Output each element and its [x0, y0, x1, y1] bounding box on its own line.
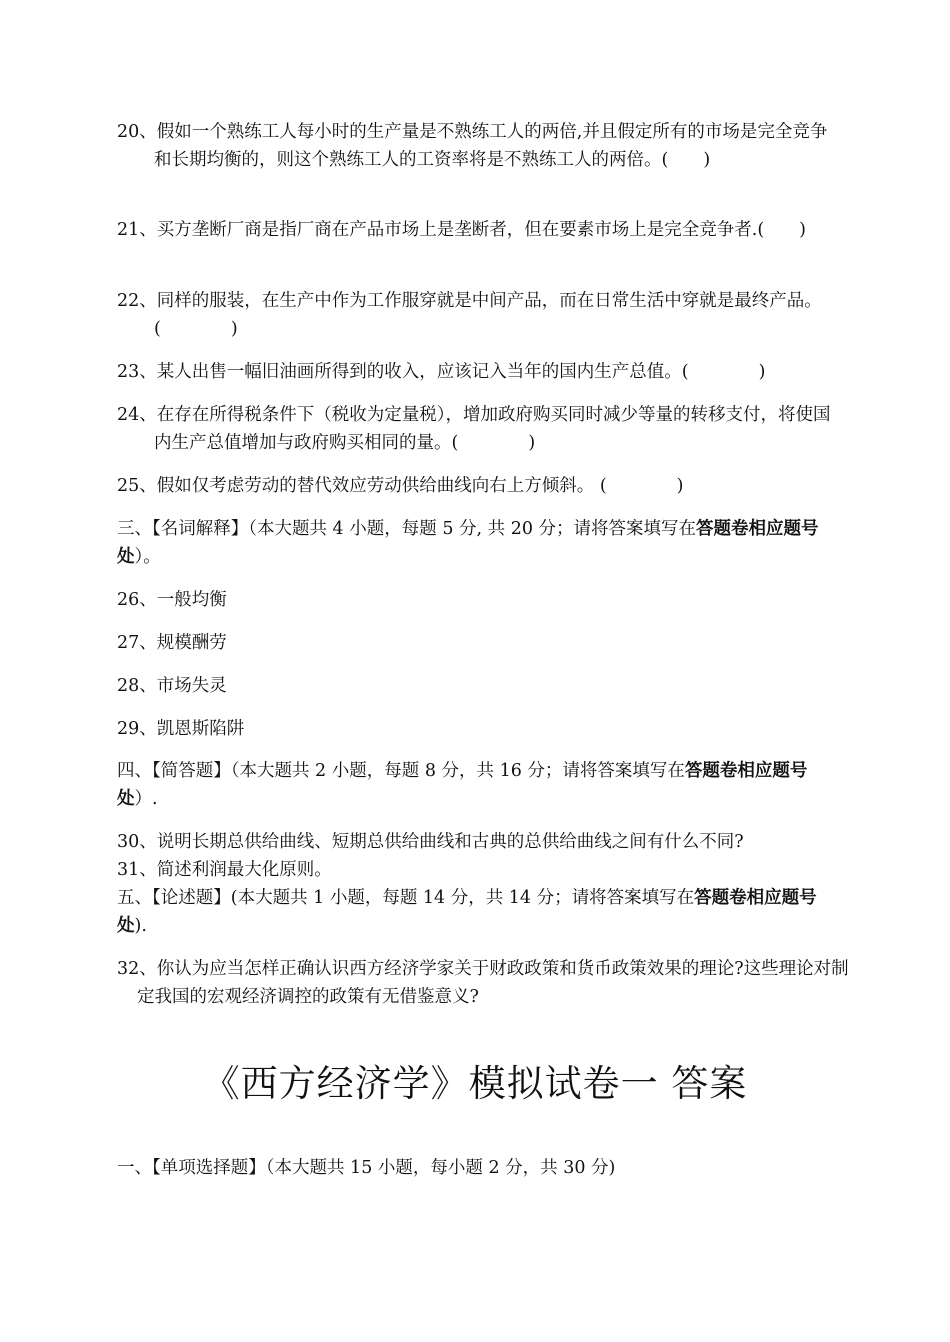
term-29: 29、凯恩斯陷阱	[117, 719, 245, 739]
question-23	[117, 358, 842, 386]
question-number: 24、	[117, 405, 157, 425]
section-heading-text: 五、【论述题】(本大题共 1 小题，每题 14 分，共 14 分；请将答案填写在	[117, 888, 695, 908]
question-text: 假如仅考虑劳动的替代效应劳动供给曲线向右上方倾斜。 ( )	[156, 476, 684, 496]
question-number: 23、	[117, 362, 157, 382]
question-number: 22、	[117, 291, 157, 311]
question-22	[117, 287, 842, 343]
section-heading-text: 四、【简答题】（本大题共 2 小题，每题 8 分，共 16 分；请将答案填写在	[117, 761, 685, 781]
section-heading-emphasis: 答题卷相应题号处	[117, 888, 817, 936]
question-number: 21、	[117, 220, 157, 240]
term-26: 26、一般均衡	[117, 590, 227, 610]
question-21	[117, 216, 842, 244]
question-text: 假如一个熟练工人每小时的生产量是不熟练工人的两倍,并且假定所有的市场是完全竞争和长期均衡的，则这个熟练工人的工资率将是不熟练工人的两倍。( )	[154, 122, 828, 170]
answer-title: 《西方经济学》模拟试卷一 答案	[202, 1062, 748, 1105]
answer-section-1-heading: 一、【单项选择题】（本大题共 15 小题，每小题 2 分，共 30 分)	[117, 1158, 616, 1178]
question-text: 在存在所得税条件下（税收为定量税），增加政府购买同时减少等量的转移支付，将使国内生产总值增加与政府购买相同的量。( )	[154, 405, 831, 453]
section-heading-emphasis: 答题卷相应题号处	[117, 761, 808, 809]
section-heading-suffix: ）。	[134, 547, 161, 567]
section-heading-emphasis: 答题卷相应题号处	[117, 519, 819, 567]
term-27: 27、规模酬劳	[117, 633, 227, 653]
question-20	[117, 118, 842, 174]
question-text: 某人出售一幅旧油画所得到的收入，应该记入当年的国内生产总值。( )	[156, 362, 766, 382]
essay-question-32: 32、你认为应当怎样正确认识西方经济学家关于财政政策和货币政策效果的理论?这些理论对制定我国的宏观经济调控的政策有无借鉴意义?	[117, 959, 849, 1007]
section-5-heading	[117, 884, 842, 940]
short-answer-30: 30、说明长期总供给曲线、短期总供给曲线和古典的总供给曲线之间有什么不同?	[117, 832, 744, 852]
term-28: 28、市场失灵	[117, 676, 227, 696]
short-answer-31: 31、简述利润最大化原则。	[117, 860, 332, 880]
section-3-heading	[117, 515, 842, 571]
question-24	[117, 401, 842, 457]
question-text: 同样的服装，在生产中作为工作服穿就是中间产品，而在日常生活中穿就是最终产品。( )	[154, 291, 822, 339]
question-25	[117, 472, 842, 500]
question-number: 20、	[117, 122, 157, 142]
question-number: 25、	[117, 476, 157, 496]
section-heading-suffix: ）.	[134, 789, 158, 809]
question-text: 买方垄断厂商是指厂商在产品市场上是垄断者，但在要素市场上是完全竞争者.( )	[156, 220, 806, 240]
section-heading-suffix: ).	[134, 916, 147, 936]
section-4-heading	[117, 757, 842, 813]
section-heading-text: 三、【名词解释】（本大题共 4 小题，每题 5 分, 共 20 分；请将答案填写在	[117, 519, 697, 539]
